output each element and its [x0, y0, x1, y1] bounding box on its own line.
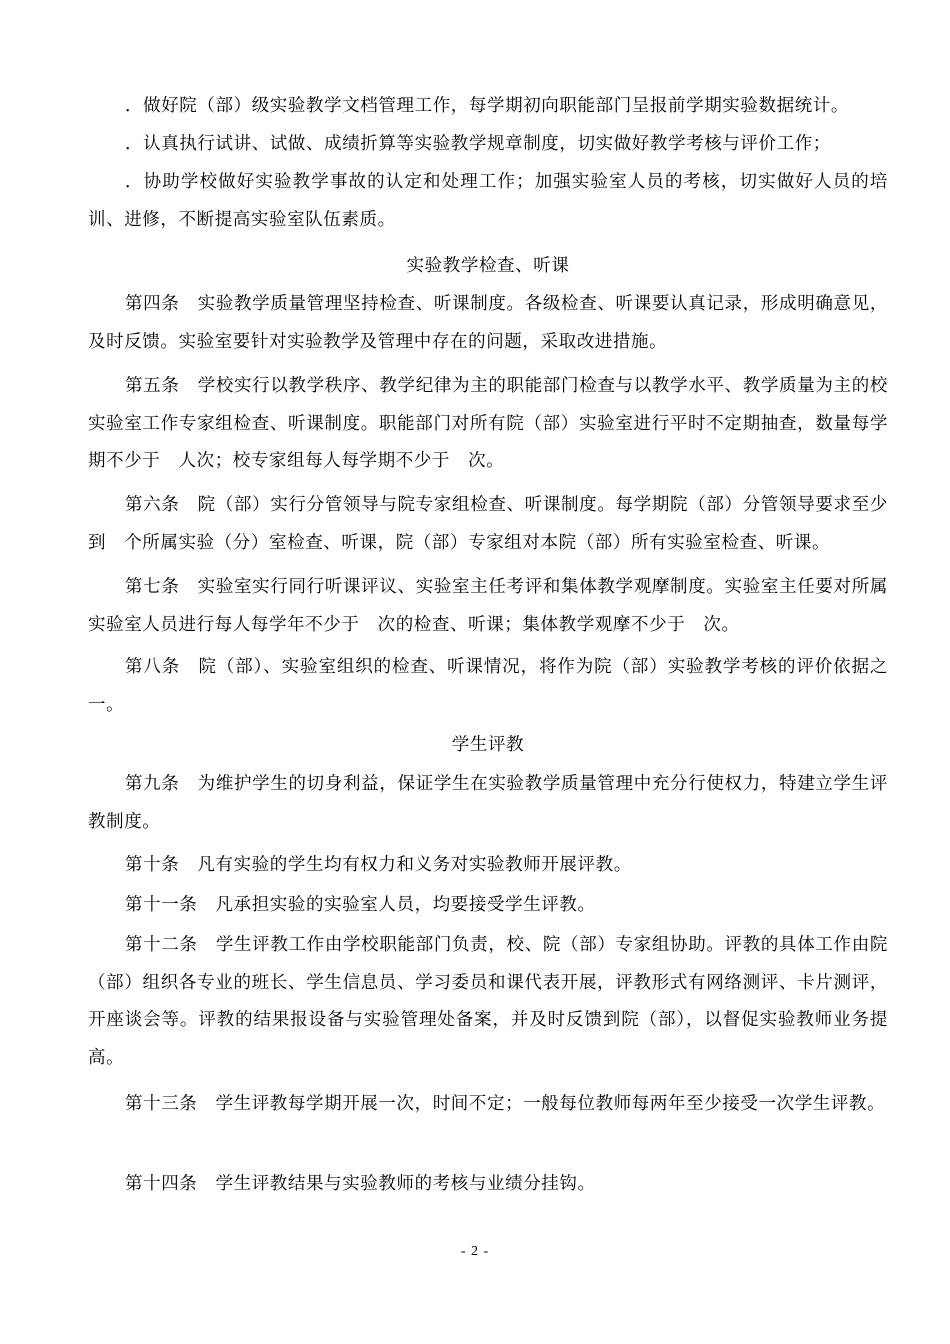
article-12: 第十二条 学生评教工作由学校职能部门负责，校、院（部）专家组协助。评教的具体工作由院（部）组织各专业的班长、学生信息员、学习委员和课代表开展，评教形式有网络测评、卡片测评，开座谈会等。评教的结果报设备与实验管理处备案，并及时反馈到院（部），以督促实验教师业务提高。	[88, 935, 888, 1068]
duty-item-regulations: ．认真执行试讲、试做、成绩折算等实验教学规章制度，切实做好教学考核与评价工作；	[125, 134, 831, 154]
article-4: 第四条 实验教学质量管理坚持检查、听课制度。各级检查、听课要认真记录，形成明确意见，及时反馈。实验室要针对实验教学及管理中存在的问题，采取改进措施。	[88, 294, 888, 352]
article-6: 第六条 院（部）实行分管领导与院专家组检查、听课制度。每学期院（部）分管领导要求至少到 个所属实验（分）室检查、听课，院（部）专家组对本院（部）所有实验室检查、听课。	[88, 495, 888, 553]
duty-item-archives: ．做好院（部）级实验教学文档管理工作，每学期初向职能部门呈报前学期实验数据统计。	[125, 96, 849, 116]
duty-item-accidents: ．协助学校做好实验教学事故的认定和处理工作；加强实验室人员的考核，切实做好人员的培训、进修，不断提高实验室队伍素质。	[88, 172, 888, 230]
article-11: 第十一条 凡承担实验的实验室人员，均要接受学生评教。	[125, 895, 596, 915]
article-8: 第八条 院（部）、实验室组织的检查、听课情况，将作为院（部）实验教学考核的评价依据之一。	[88, 657, 888, 715]
section-heading-inspection: 实验教学检查、听课	[406, 256, 570, 276]
article-5: 第五条 学校实行以教学秩序、教学纪律为主的职能部门检查与以教学水平、教学质量为主的校实验室工作专家组检查、听课制度。职能部门对所有院（部）实验室进行平时不定期抽查，数量每学期不少于 人次；校专家组每人每学期不少于 次。	[88, 376, 888, 471]
article-9: 第九条 为维护学生的切身利益，保证学生在实验教学质量管理中充分行使权力，特建立学生评教制度。	[88, 774, 888, 832]
page-number: - 2 -	[460, 1244, 490, 1259]
article-7: 第七条 实验室实行同行听课评议、实验室主任考评和集体教学观摩制度。实验室主任要对所属实验室人员进行每人每学年不少于 次的检查、听课；集体教学观摩不少于 次。	[88, 577, 888, 635]
article-13: 第十三条 学生评教每学期开展一次，时间不定；一般每位教师每两年至少接受一次学生评教。	[125, 1094, 886, 1114]
article-14: 第十四条 学生评教结果与实验教师的考核与业绩分挂钩。	[125, 1174, 596, 1194]
section-heading-student-evaluation: 学生评教	[451, 735, 525, 755]
article-10: 第十条 凡有实验的学生均有权力和义务对实验教师开展评教。	[125, 855, 632, 875]
